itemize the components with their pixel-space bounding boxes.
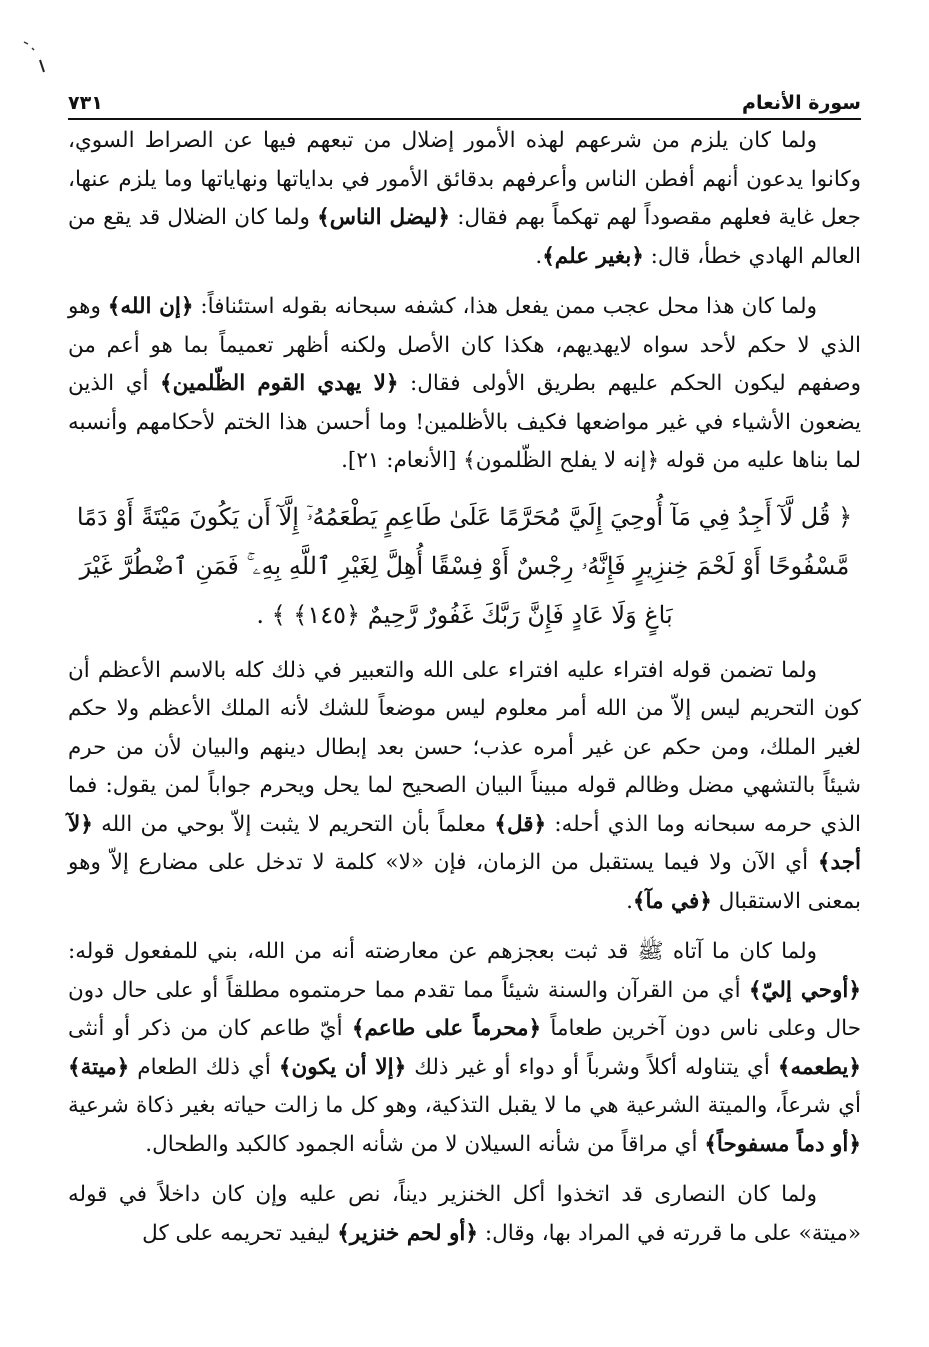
- paragraph-text: ولما تضمن قوله افتراء عليه افتراء على الله والتعبير في ذلك كله بالاسم الأعظم أن كون التحريم ليس إلاّ من الله أمر معلوم ليس موضعاً للشك لأنه الملك الأعظم ولا حكم لغير الملك، ومن حكم عن غير أمره عذب؛ حسن بعد إبطال دينهم والبيان لأن من حرم شيئاً بالتشهي مضل وظالم قوله مبيناً البيان الصحيح لما يحل ويحرم جواباً لمن يقول: فما الذي حرمه سبحانه وما الذي أحله:: [68, 657, 861, 837]
- quran-quote: ﴿لآ أجد﴾: [68, 811, 861, 875]
- paragraph-text: أيّ طاعم كان من ذكر أو أنثى: [68, 1016, 352, 1041]
- page-number: ٧٣١: [68, 92, 103, 114]
- corner-mark-icon: [22, 38, 52, 78]
- paragraph-text: أي يتناوله أكلاً وشرباً أو دواء أو غير ذلك: [406, 1054, 778, 1080]
- paragraph: [68, 288, 861, 481]
- page-header: [68, 82, 861, 120]
- paragraph-text: .: [626, 888, 633, 914]
- paragraph-text: ولما كان هذا محل عجب ممن يفعل هذا، كشفه سبحانه بقوله استئنافاً:: [193, 294, 817, 319]
- quran-quote: ﴿إلا أن يكون﴾: [278, 1054, 407, 1080]
- quran-verse: ﴿ قُل لَّآ أَجِدُ فِي مَآ أُوحِيَ إِلَيَّ مُحَرَّمًا عَلَىٰ طَاعِمٍ يَطْعَمُهُۥٓ إِلَّآ أَن يَكُونَ مَيْتَةً أَوْ دَمًا مَّسْفُوحًا أَوْ لَحْمَ خِنزِيرٍ فَإِنَّهُۥ رِجْسٌ أَوْ فِسْقًا أُهِلَّ لِغَيْرِ ٱللَّهِ بِهِۦ ۚ فَمَنِ ٱضْطُرَّ غَيْرَ بَاغٍ وَلَا عَادٍ فَإِنَّ رَبَّكَ غَفُورٌ رَّحِيمٌ ﴿١٤٥﴾ ﴾ .: [76, 502, 853, 629]
- paragraph-text: أي الذين يضعون الأشياء في غير مواضعها فكيف بالأظلمين! وما أحسن هذا الختم لأحكامهم وأنسبه لما بناها عليه من قوله ﴿إنه لا يفلح الظّلمون﴾ [الأنعام: ٢١].: [68, 371, 861, 473]
- surah-title: سورة الأنعام: [742, 92, 861, 114]
- quran-quote: ﴿في مآ﴾: [632, 888, 712, 914]
- quran-quote: ﴿أو دماً مسفوحاً﴾: [704, 1131, 861, 1157]
- paragraph: [68, 933, 861, 1164]
- paragraph: [68, 122, 861, 276]
- quran-quote: ﴿ميتة﴾: [68, 1054, 130, 1080]
- page-body: [68, 122, 861, 1265]
- quran-quote: ﴿إن الله﴾: [107, 294, 194, 319]
- quran-quote: ﴿محرماً على طاعم﴾: [351, 1016, 542, 1041]
- paragraph-text: ولما كان ما آتاه ﷺ قد ثبت بعجزهم عن معارضته أنه من الله، بني للمفعول قوله:: [68, 939, 817, 964]
- paragraph: [68, 1176, 861, 1253]
- quran-quote: ﴿بغير علم﴾: [542, 243, 644, 269]
- paragraph-text: ولما كان الضلال قد يقع من العالم الهادي خطأ، قال:: [68, 205, 861, 269]
- paragraph-text: أي الآن ولا فيما يستقبل من الزمان، فإن «لا» كلمة لا تدخل على مضارع إلاّ وهو بمعنى الاستقبال: [68, 850, 861, 914]
- paragraph: [68, 652, 861, 922]
- paragraph-text: .: [535, 243, 543, 269]
- paragraph-text: معلماً بأن التحريم لا يثبت إلاّ بوحي من الله: [92, 811, 495, 837]
- quran-quote: ﴿لا يهدي القوم الظّلمين﴾: [160, 371, 399, 396]
- paragraph-text: ولما كان يلزم من شرعهم لهذه الأمور إضلال من تبعهم فيها عن الصراط السوي، وكانوا يدعون أنهم أفطن الناس وأعرفهم بدقائق الأمور في بداياتها ونهاياتها وما يلزم عنها، جعل غاية فعلهم مقصوداً لهم تهكماً بهم فقال:: [68, 128, 861, 230]
- paragraph-text: أي مراقاً من شأنه السيلان لا من شأنه الجمود كالكبد والطحال.: [145, 1131, 705, 1157]
- quran-quote: ﴿قل﴾: [494, 811, 547, 837]
- quran-quote: ﴿ليضل الناس﴾: [317, 205, 451, 230]
- quran-quote: ﴿أوحي إليّ﴾: [748, 977, 861, 1003]
- quran-quote: ﴿أو لحم خنزير﴾: [337, 1220, 478, 1246]
- paragraph-text: وهو الذي لا حكم لأحد سواه لايهديهم، هكذا كان الأصل ولكنه أظهر تعميماً بما هو أعم من وصفهم ليكون الحكم عليهم بطريق الأولى فقال:: [68, 294, 861, 396]
- paragraph-text: ولما كان النصارى قد اتخذوا أكل الخنزير ديناً، نص عليه وإن كان داخلاً في قوله «ميتة» على ما قررته في المراد بها، وقال:: [68, 1182, 861, 1246]
- paragraph-text: ليفيد تحريمه على كل: [142, 1220, 338, 1246]
- quran-quote: ﴿يطعمه﴾: [777, 1054, 861, 1080]
- paragraph-text: أي من القرآن والسنة شيئاً مما تقدم مما حرمتموه مطلقاً أو على حال دون حال وعلى ناس دون آخرين طعاماً: [68, 977, 861, 1041]
- paragraph-text: أي شرعاً، والميتة الشرعية هي ما لا يقبل التذكية، وهو كل ما زالت حياته بغير ذكاة شرعية: [68, 1093, 861, 1118]
- paragraph-text: أي ذلك الطعام: [129, 1054, 279, 1080]
